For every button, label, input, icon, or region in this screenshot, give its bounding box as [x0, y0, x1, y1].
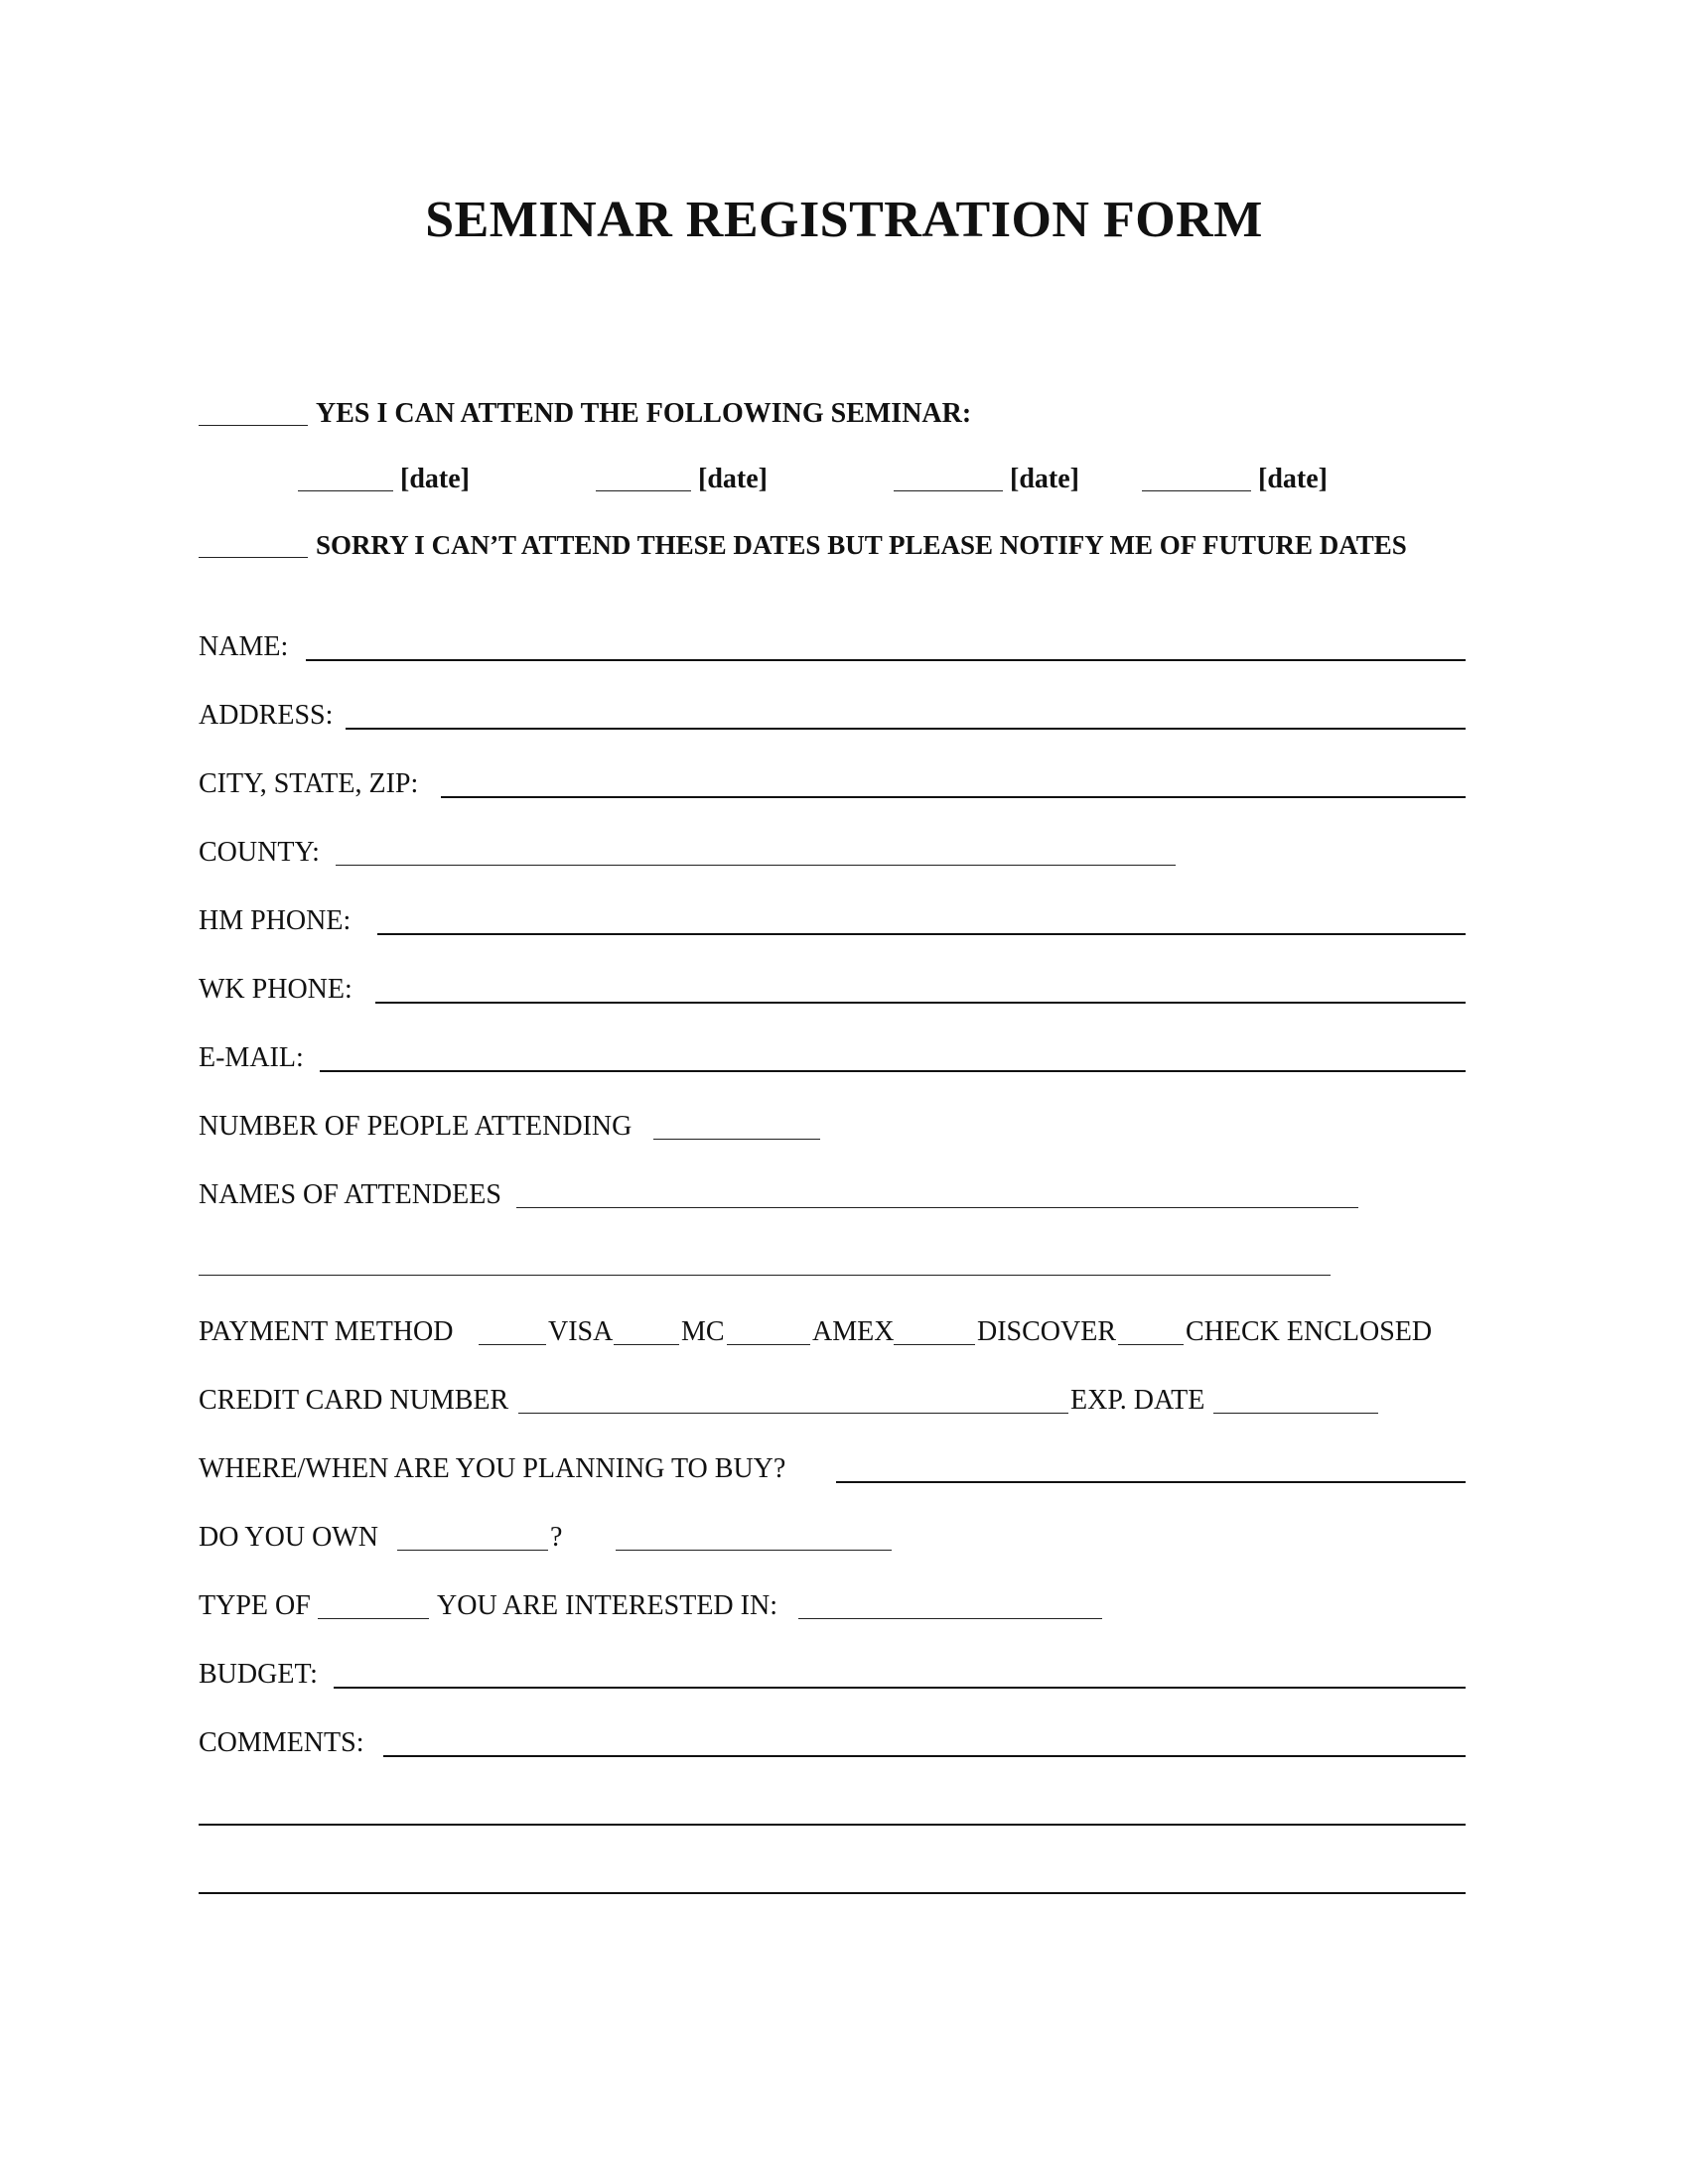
where-when-label: WHERE/WHEN ARE YOU PLANNING TO BUY?	[199, 1453, 786, 1484]
names-attendees-field-2[interactable]	[199, 1275, 1331, 1276]
comments-field-3[interactable]	[199, 1892, 1466, 1894]
county-field[interactable]	[336, 865, 1176, 866]
date-option-2-label: [date]	[698, 464, 768, 494]
payment-check-label: CHECK ENCLOSED	[1186, 1316, 1433, 1347]
type-of-suffix-label: YOU ARE INTERESTED IN:	[437, 1590, 777, 1621]
county-label: COUNTY:	[199, 837, 320, 868]
credit-card-number-field[interactable]	[518, 1413, 1068, 1414]
address-field[interactable]	[346, 728, 1466, 730]
do-you-own-item-field[interactable]	[397, 1550, 548, 1551]
comments-field[interactable]	[383, 1755, 1466, 1757]
date-option-3-label: [date]	[1010, 464, 1079, 494]
num-people-field[interactable]	[653, 1139, 820, 1140]
payment-discover-blank[interactable]	[894, 1344, 975, 1345]
exp-date-label: EXP. DATE	[1070, 1385, 1205, 1416]
payment-amex-label: AMEX	[812, 1316, 895, 1347]
date-option-4-blank[interactable]	[1142, 490, 1251, 491]
where-when-field[interactable]	[836, 1481, 1466, 1483]
do-you-own-qmark: ?	[550, 1522, 563, 1553]
yes-attend-label: YES I CAN ATTEND THE FOLLOWING SEMINAR:	[316, 398, 972, 429]
hm-phone-label: HM PHONE:	[199, 905, 352, 936]
budget-field[interactable]	[334, 1687, 1466, 1689]
email-label: E-MAIL:	[199, 1042, 304, 1073]
names-attendees-field[interactable]	[516, 1207, 1358, 1208]
payment-discover-label: DISCOVER	[977, 1316, 1117, 1347]
page-title: SEMINAR REGISTRATION FORM	[425, 192, 1263, 248]
email-field[interactable]	[320, 1070, 1466, 1072]
name-field[interactable]	[306, 659, 1466, 661]
do-you-own-label: DO YOU OWN	[199, 1522, 378, 1553]
payment-method-label: PAYMENT METHOD	[199, 1316, 454, 1347]
sorry-label: SORRY I CAN’T ATTEND THESE DATES BUT PLEASE NOTIFY ME OF FUTURE DATES	[316, 530, 1407, 560]
wk-phone-field[interactable]	[375, 1002, 1466, 1004]
do-you-own-answer-field[interactable]	[616, 1550, 892, 1551]
city-state-zip-field[interactable]	[441, 796, 1466, 798]
exp-date-field[interactable]	[1213, 1413, 1378, 1414]
date-option-1-label: [date]	[400, 464, 470, 494]
budget-label: BUDGET:	[199, 1659, 318, 1690]
type-of-label: TYPE OF	[199, 1590, 311, 1621]
sorry-blank[interactable]	[199, 557, 308, 558]
date-option-4-label: [date]	[1258, 464, 1328, 494]
name-label: NAME:	[199, 631, 289, 662]
wk-phone-label: WK PHONE:	[199, 974, 352, 1005]
address-label: ADDRESS:	[199, 700, 334, 731]
names-attendees-label: NAMES OF ATTENDEES	[199, 1179, 501, 1210]
date-option-2-blank[interactable]	[596, 490, 691, 491]
payment-check-blank[interactable]	[1118, 1344, 1184, 1345]
type-of-answer-field[interactable]	[798, 1618, 1102, 1619]
hm-phone-field[interactable]	[377, 933, 1466, 935]
payment-visa-label: VISA	[548, 1316, 614, 1347]
payment-mc-blank[interactable]	[614, 1344, 679, 1345]
payment-amex-blank[interactable]	[727, 1344, 810, 1345]
date-option-3-blank[interactable]	[894, 490, 1003, 491]
num-people-label: NUMBER OF PEOPLE ATTENDING	[199, 1111, 633, 1142]
type-of-item-field[interactable]	[318, 1618, 429, 1619]
yes-attend-blank[interactable]	[199, 425, 308, 426]
payment-mc-label: MC	[681, 1316, 725, 1347]
credit-card-number-label: CREDIT CARD NUMBER	[199, 1385, 509, 1416]
comments-field-2[interactable]	[199, 1824, 1466, 1826]
date-option-1-blank[interactable]	[298, 490, 393, 491]
comments-label: COMMENTS:	[199, 1727, 364, 1758]
payment-visa-blank[interactable]	[479, 1344, 546, 1345]
city-state-zip-label: CITY, STATE, ZIP:	[199, 768, 419, 799]
